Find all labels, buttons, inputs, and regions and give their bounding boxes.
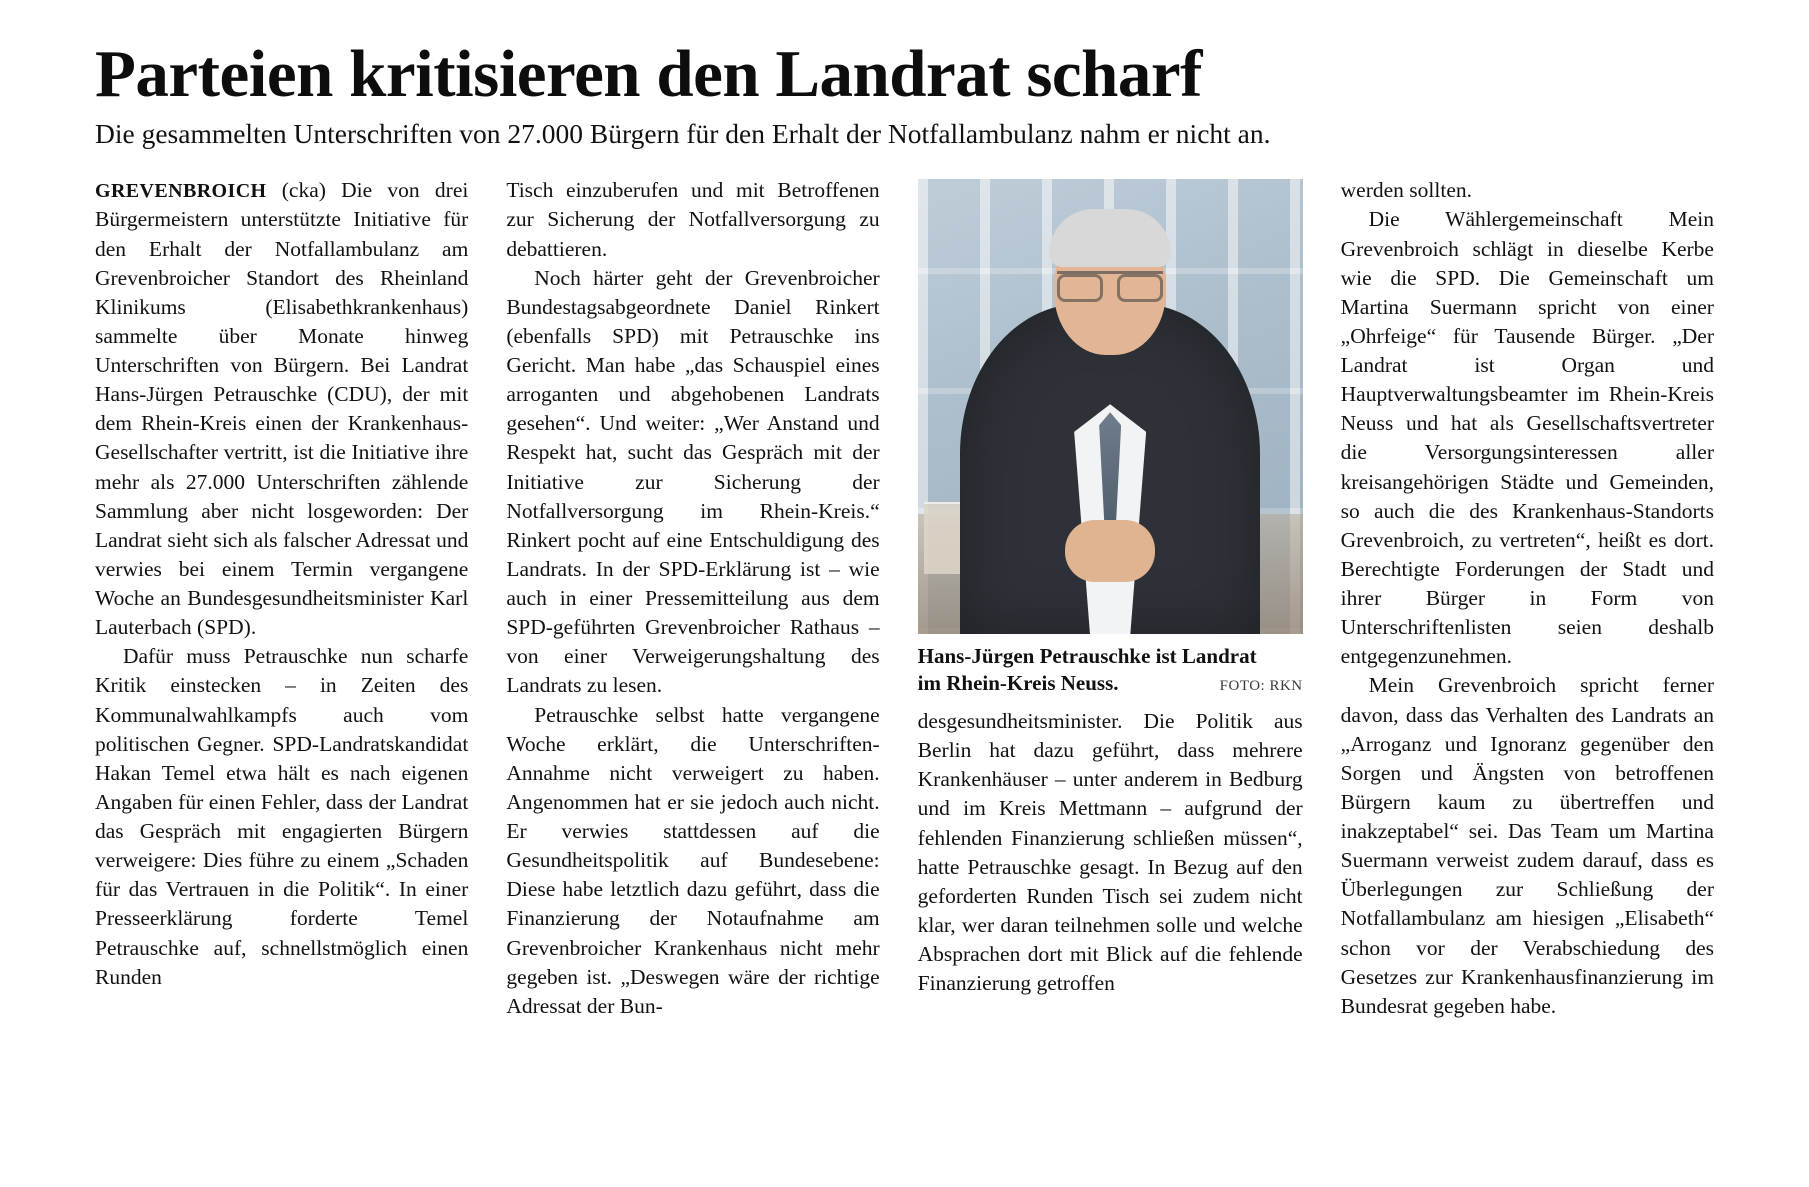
byline: (cka) bbox=[281, 178, 326, 203]
article-subhead: Die gesammelten Unterschriften von 27.000 Bürgern für den Erhalt der Notfallambulanz nahm er nicht an. bbox=[95, 117, 1271, 149]
glasses-icon bbox=[1057, 271, 1163, 298]
header-divider bbox=[95, 165, 1714, 166]
caption-line-1: Hans-Jürgen Petrauschke ist Landrat bbox=[917, 644, 1257, 669]
dateline: GREVENBROICH bbox=[95, 180, 267, 203]
photo-hands bbox=[1065, 520, 1155, 582]
column-1 bbox=[95, 176, 468, 1116]
paragraph: werden sollten. bbox=[1340, 178, 1473, 203]
paragraph: Mein Grevenbroich spricht ferner davon, dass das Verhalten des Landrats an „Arroganz und Ignoranz gegenüber den Sorgen und Ängsten von betroffenen Bürgern kaum zu übertreffen und inakzeptabel“ sei. Das Team um Martina Suermann verweist zudem darauf, dass es Überlegungen zur Schließung der Notfallambulanz am hiesigen „Elisabeth“ schon vor der Verabschiedung des Gesetzes zur Krankenhausfinanzierung im Bundesrat gegeben habe. bbox=[1340, 673, 1714, 1018]
photo-caption bbox=[918, 643, 1303, 697]
paragraph: Die Wählergemeinschaft Mein Grevenbroich schlägt in dieselbe Kerbe wie die SPD. Die Gemeinschaft um Martina Suermann spricht von einer „Ohrfeige“ für Tausende Bürger. „Der Landrat ist Organ und Hauptverwaltungsbeamter im Rhein-Kreis Neuss und hat als Gesellschaftsvertreter die Versorgungsinteressen aller kreisangehörigen Städte und Gemeinden, so auch die des Krankenhaus-Standorts Grevenbroich, zu vertreten“, heißt es dort. Berechtigte Forderungen der Stadt und ihrer Bürger in Form von Unterschriftenlisten seien deshalb entgegenzunehmen. bbox=[1340, 207, 1714, 669]
paragraph bbox=[95, 176, 468, 642]
paragraph: Dafür muss Petrauschke nun scharfe Kritik einstecken – in Zeiten des Kommunalwahlkampfs auch vom politischen Gegner. SPD-Landratskandidat Hakan Temel etwa hält es nach eigenen Angaben für einen Fehler, dass der Landrat das Gespräch mit engagierten Bürgern verweigere: Dies führe zu einem „Schaden für das Vertrauen in die Politik“. In einer Presseerklärung forderte Temel Petrauschke auf, schnellstmöglich einen Runden bbox=[95, 644, 469, 989]
paragraph: Petrauschke selbst hatte vergangene Woche erklärt, die Unterschriften-Annahme nicht verweigert zu haben. Angenommen hat er sie jedoch auch nicht. Er verwies stattdessen auf die Gesundheitspolitik auf Bundesebene: Diese habe letztlich dazu geführt, dass die Finanzierung der Notaufnahme am Grevenbroicher Krankenhaus nicht mehr gegeben ist. „Deswegen wäre der richtige Adressat der Bun- bbox=[506, 702, 880, 1018]
column-2 bbox=[506, 176, 879, 1116]
article-figure bbox=[918, 179, 1303, 697]
page-title: Parteien kritisieren den Landrat scharf bbox=[95, 37, 1202, 111]
paragraph: Noch härter geht der Grevenbroicher Bundestagsabgeordnete Daniel Rinkert (ebenfalls SPD) mit Petrauschke ins Gericht. Man habe „das Schauspiel eines arroganten und abgehobenen Landrats gesehen“. Und weiter: „Wer Anstand und Respekt hat, sucht das Gespräch mit der Initiative zur Sicherung der Notfallversorgung im Rhein-Kreis.“ Rinkert pocht auf eine Entschuldigung des Landrats. In der SPD-Erklärung ist – wie auch in einer Pressemitteilung aus dem SPD-geführten Grevenbroicher Rathaus – von einer Verweigerungshaltung des Landrats zu lesen. bbox=[506, 265, 880, 698]
caption-line-2: im Rhein-Kreis Neuss. bbox=[917, 671, 1119, 696]
photo-hair bbox=[1049, 209, 1171, 267]
column-3 bbox=[918, 176, 1303, 1116]
article-columns bbox=[95, 176, 1714, 1116]
paragraph-text: Die von drei Bürgermeistern unterstützte Initiative für den Erhalt der Notfallambulanz am Grevenbroicher Standort des Rheinland Klinikums (Elisabethkrankenhaus) sammelte über Monate hinweg Unterschriften von Bürgern. Bei Landrat Hans-Jürgen Petrauschke (CDU), der mit dem Rhein-Kreis einen der Krankenhaus-Gesellschafter vertritt, ist die Initiative ihre mehr als 27.000 Unterschriften zählende Sammlung aber nicht losgeworden: Der Landrat sieht sich als falscher Adressat und verwies bei einem Termin vergangene Woche an Bundesgesundheitsminister Karl Lauterbach (SPD). bbox=[95, 178, 469, 640]
paragraph: desgesundheitsminister. Die Politik aus Berlin hat dazu geführt, dass mehrere Krankenhäuser – unter anderem in Bedburg und im Kreis Mettmann – aufgrund der fehlenden Finanzierung schließen müssen“, hatte Petrauschke gesagt. In Bezug auf den geforderten Runden Tisch sei zudem nicht klar, wer daran teilnehmen solle und welche Absprachen dort mit Blick auf die fehlende Finanzierung getroffen bbox=[917, 709, 1303, 996]
column-4 bbox=[1341, 176, 1714, 1116]
portrait-photo bbox=[918, 179, 1303, 634]
paragraph: Tisch einzuberufen und mit Betroffenen zur Sicherung der Notfallversorgung zu debattieren. bbox=[506, 178, 880, 261]
photo-credit: FOTO: RKN bbox=[1219, 677, 1303, 694]
